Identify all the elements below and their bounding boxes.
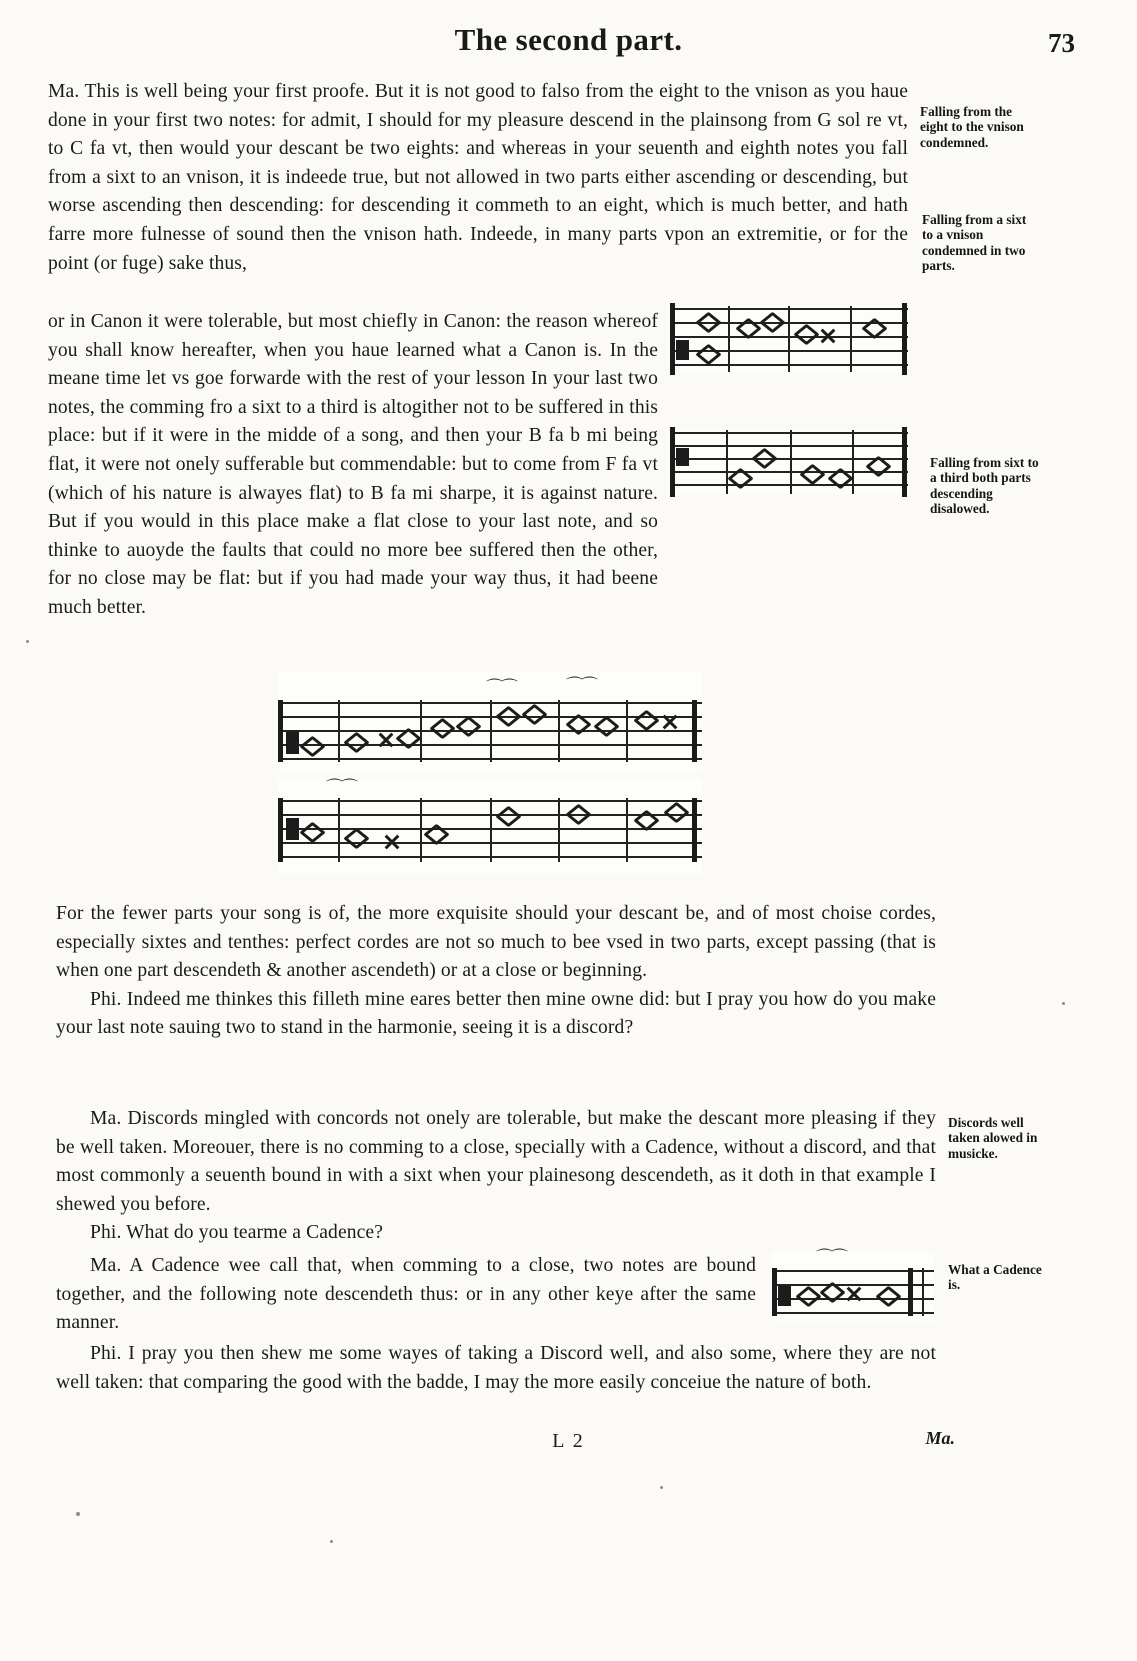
page-title: The second part. (454, 22, 683, 57)
paragraph-7: Ma. A Cadence wee call that, when comming to a close, two notes are bound together, and the following note descendeth thus: or in any other keye after the same manner. (56, 1255, 756, 1334)
paragraph-6: Phi. What do you tearme a Cadence? (90, 1222, 384, 1244)
paragraph-1: Ma. This is well being your first proofe. But it is not good to falso from the eight to the vnison as you haue done in your first two notes: for admit, I should for my pleasure descend in the plainsong from G sol re vt, to C fa vt, then would your descant be two eights: and whereas in your seuenth and eighth notes you fall from a sixt to an vnison, it is indeede true, but not allowed in two parts either ascending or descending, but worse ascending then descending: for descending it commeth to an eight, which is much better, and hath farre more fulnesse of sound then the vnison hath. Indeede, in many parts vpon an extremitie, or for the point (or fuge) sake thus, (48, 81, 908, 274)
paragraph-7-block (56, 1252, 756, 1338)
catchword: Ma. (925, 1428, 955, 1448)
margin-note-5: What a Cadence is. (948, 1262, 1042, 1293)
paragraph-2-block-b (48, 580, 918, 609)
paragraph-4: Phi. Indeed me thinkes this filleth mine eares better then mine owne did: but I pray you how do you make your last note sauing two to stand in the harmonie, seeing it is a discord? (56, 988, 936, 1039)
paragraph-5-block (56, 1105, 936, 1248)
paragraph-5: Ma. Discords mingled with concords not onely are tolerable, but make the descant more pleasing if they be well taken. Moreouer, there is no comming to a close, specially with a Cadence, without a discord, and that most commonly a seuenth bound in with a sixt when your plainesong descendeth, as it doth in that example I shewed you before. (56, 1108, 936, 1215)
margin-note-2: Falling from a sixt to a vnison condemned in two parts. (922, 212, 1027, 274)
margin-note-1: Falling from the eight to the vnison condemned. (920, 104, 1024, 150)
margin-note-3: Falling from sixt to a third both parts descending disalowed. (930, 455, 1039, 517)
paragraph-8: Phi. I pray you then shew me some wayes of taking a Discord well, and also some, where they are not well taken: that comparing the good with the badde, I may the more easily conceiue the nature of both. (56, 1343, 936, 1393)
lower-text-column (56, 900, 936, 1043)
paragraph-8-block (56, 1340, 936, 1397)
margin-note-4: Discords well taken alowed in musicke. (948, 1115, 1038, 1161)
paragraph-3: For the fewer parts your song is of, the more exquisite should your descant be, and of most choise cordes, especially sixtes and tenthes: perfect cordes are not so much to bee vsed in two parts, except passing (that is when one part descendeth & another ascendeth) or at a close or beginning. (56, 903, 936, 982)
music-example-3-upper: ⌒⌒ ⌒⌒ (278, 672, 702, 772)
text-column (48, 78, 908, 278)
music-example-2 (670, 430, 908, 494)
sheet-signature: L 2 (552, 1430, 585, 1452)
music-example-3-lower: ⌒⌒ (278, 778, 702, 874)
music-example-4-cadence: ⌒⌒ (772, 1252, 934, 1322)
paragraph-2-block (48, 308, 658, 623)
page-header (0, 22, 1137, 68)
music-example-1 (670, 306, 908, 372)
paragraph-2-part-a: or in Canon it were tolerable, but most chiefly in Canon: the reason whereof you shall know hereafter, when you haue learned what a Canon is. In the meane time let vs goe forwarde with the rest of your lesson In your last two notes, the comming fro a sixt to a third is altogither not to be suffered in this place: but if it were in the midde of a song, and then your B fa b mi being flat, it were not onely sufferable but commendable: but to come from F fa vt (which of his nature is alwayes flat) to B fa mi sharpe, it is against nature. But if you would in this place make a flat close to your last note, and so thinke to auoyde the faults that could no more bee suffered then the other, for no close may be flat: but if you had made your way thus, it had beene much better. (48, 311, 658, 618)
folio-number: 73 (1048, 28, 1075, 58)
